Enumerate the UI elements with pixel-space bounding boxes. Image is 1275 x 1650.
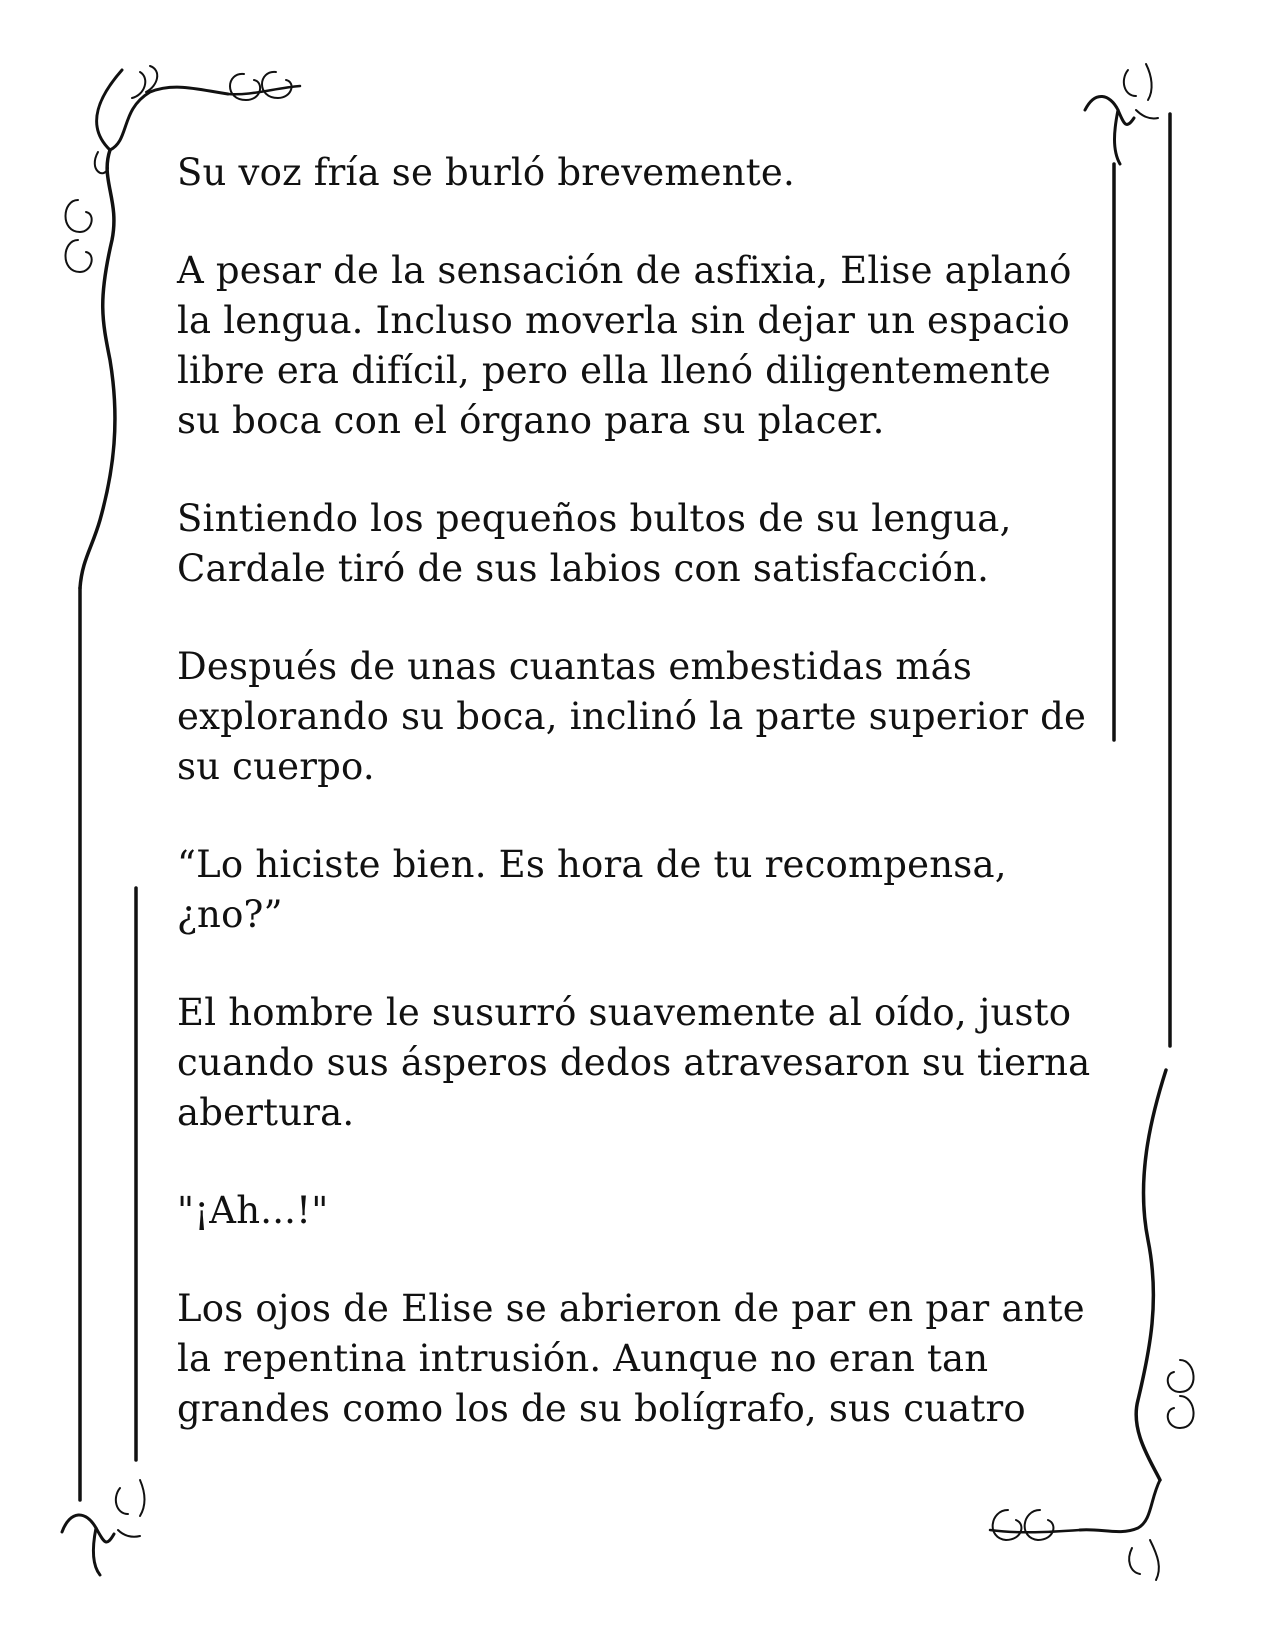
paragraph-1: Su voz fría se burló brevemente.	[177, 151, 795, 194]
body-text	[177, 148, 1117, 1482]
paragraph-2: A pesar de la sensación de asfixia, Elise aplanó la lengua. Incluso moverla sin dejar un espacio libre era difícil, pero ella llenó diligentemente su boca con el órgano para su placer.	[177, 249, 1072, 442]
paragraph-5: “Lo hiciste bien. Es hora de tu recompensa, ¿no?”	[177, 843, 1007, 936]
paragraph-4: Después de unas cuantas embestidas más explorando su boca, inclinó la parte superior de su cuerpo.	[177, 645, 1087, 788]
paragraph-6: El hombre le susurró suavemente al oído, justo cuando sus ásperos dedos atravesaron su tierna abertura.	[177, 991, 1091, 1134]
flourish-bottom-left-icon	[62, 1480, 145, 1575]
paragraph-7: "¡Ah...!"	[177, 1189, 329, 1232]
paragraph-8: Los ojos de Elise se abrieron de par en par ante la repentina intrusión. Aunque no eran tan grandes como los de su bolígrafo, sus cuatro	[177, 1287, 1085, 1430]
paragraph-3: Sintiendo los pequeños bultos de su lengua, Cardale tiró de sus labios con satisfacción.	[177, 497, 1012, 590]
